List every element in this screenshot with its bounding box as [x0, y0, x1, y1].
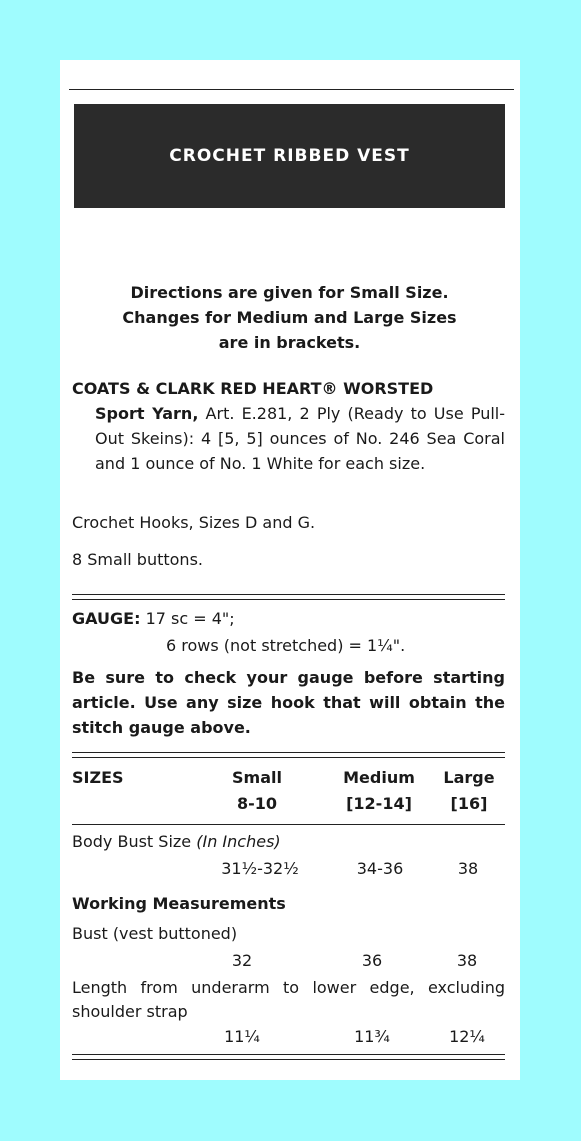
body-bust-medium: 34-36 — [356, 859, 404, 878]
working-measurements-heading: Working Measurements — [72, 894, 286, 913]
size-col-medium — [334, 765, 424, 817]
bust-small: 32 — [231, 951, 253, 970]
gauge-block — [72, 605, 405, 659]
intro-line-3: are in brackets. — [218, 333, 361, 352]
gauge-check-note: Be sure to check your gauge before starting article. Use any size hook that will obtain the stitch gauge above. — [72, 668, 505, 737]
size-small-range: 8-10 — [236, 794, 278, 813]
intro-line-1: Directions are given for Small Size. — [130, 283, 449, 302]
sizes-divider — [72, 752, 505, 758]
size-col-small — [212, 765, 302, 817]
length-small: 11¼ — [224, 1027, 260, 1046]
size-medium-range: [12-14] — [346, 794, 412, 813]
yarn-type: Sport Yarn, — [95, 404, 199, 423]
size-small-name: Small — [232, 768, 282, 787]
pattern-card — [60, 60, 520, 1080]
body-bust-unit: (In Inches) — [196, 832, 281, 851]
bust-medium: 36 — [361, 951, 383, 970]
title-banner — [74, 104, 505, 208]
hooks-line: Crochet Hooks, Sizes D and G. — [72, 513, 316, 532]
buttons-line: 8 Small buttons. — [72, 550, 203, 569]
yarn-requirements — [72, 376, 505, 476]
length-medium: 11¾ — [354, 1027, 390, 1046]
intro-line-2: Changes for Medium and Large Sizes — [122, 308, 457, 327]
size-col-large — [434, 765, 504, 817]
length-label: Length from underarm to lower edge, excluding shoulder strap — [72, 978, 505, 1021]
body-bust-large: 38 — [457, 859, 479, 878]
size-large-name: Large — [443, 768, 495, 787]
gauge-divider — [72, 594, 505, 600]
sizes-header-rule — [72, 824, 505, 825]
gauge-line-1: 17 sc = 4"; — [140, 609, 235, 628]
bust-label: Bust (vest buttoned) — [72, 924, 238, 943]
length-large: 12¼ — [449, 1027, 485, 1046]
size-large-range: [16] — [450, 794, 488, 813]
sizes-label: SIZES — [72, 768, 124, 787]
body-bust-label: Body Bust Size (In Inches) — [72, 832, 281, 851]
gauge-line-2: 6 rows (not stretched) = 1¼". — [166, 636, 406, 655]
yarn-detail — [72, 401, 505, 476]
yarn-brand: COATS & CLARK RED HEART® WORSTED — [72, 379, 434, 398]
bottom-divider — [72, 1054, 505, 1060]
size-directions — [74, 280, 505, 355]
bust-large: 38 — [456, 951, 478, 970]
body-bust-small: 31½-32½ — [221, 859, 299, 878]
top-rule — [69, 89, 514, 90]
size-medium-name: Medium — [343, 768, 415, 787]
yarn-spec: Art. E.281, 2 Ply (Ready to Use Pull-Out Skeins): 4 [5, 5] ounces of No. 246 Sea Coral and 1 ounce of No. 1 White for each size. — [95, 404, 505, 473]
pattern-title: CROCHET RIBBED VEST — [169, 146, 410, 166]
gauge-label: GAUGE: — [72, 609, 141, 628]
